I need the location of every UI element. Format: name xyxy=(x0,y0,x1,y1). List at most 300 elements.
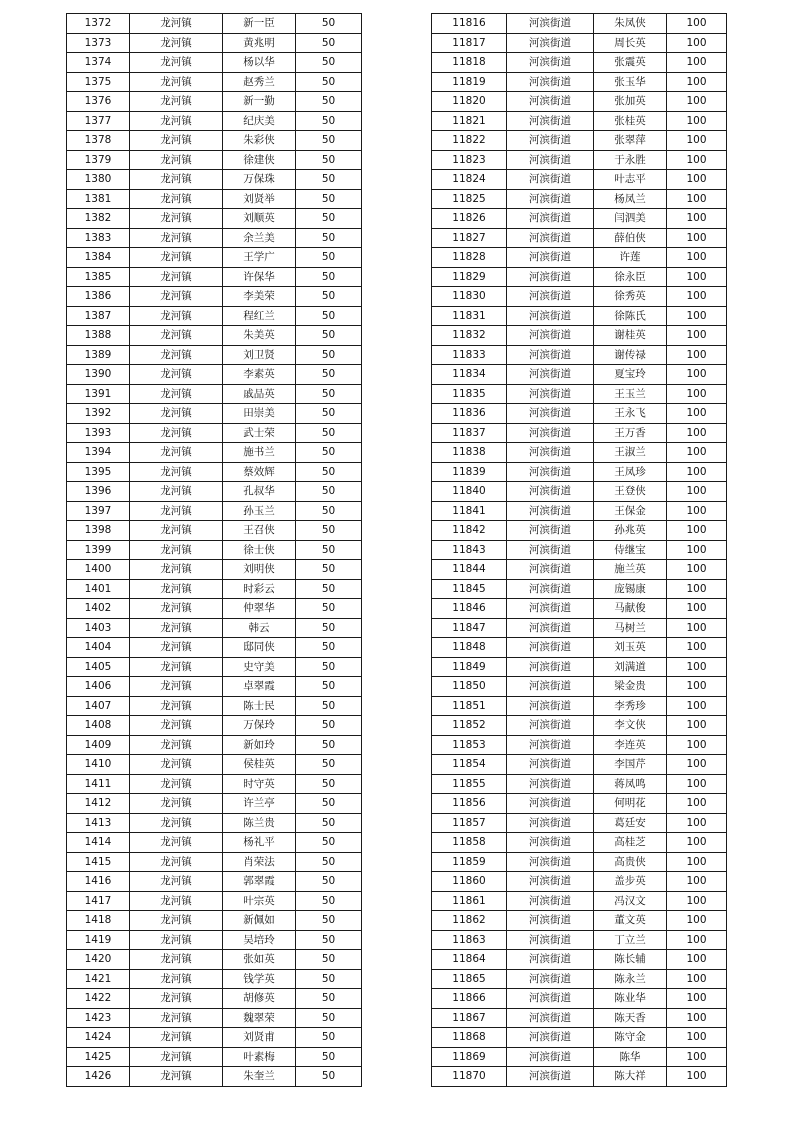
amount-cell: 50 xyxy=(296,404,362,424)
person-name-cell: 张玉华 xyxy=(594,72,667,92)
person-name-cell: 蔡效辉 xyxy=(223,462,296,482)
person-name-cell: 刘顺英 xyxy=(223,209,296,229)
district-cell: 龙河镇 xyxy=(130,209,223,229)
amount-cell: 50 xyxy=(296,92,362,112)
person-name-cell: 肖荣法 xyxy=(223,852,296,872)
person-name-cell: 张翠萍 xyxy=(594,131,667,151)
serial-number-cell: 11833 xyxy=(432,345,507,365)
person-name-cell: 新佩如 xyxy=(223,911,296,931)
amount-cell: 100 xyxy=(667,170,727,190)
table-row xyxy=(67,92,362,112)
table-row xyxy=(432,891,727,911)
table-row xyxy=(432,794,727,814)
amount-cell: 100 xyxy=(667,891,727,911)
serial-number-cell: 11839 xyxy=(432,462,507,482)
amount-cell: 50 xyxy=(296,131,362,151)
amount-cell: 50 xyxy=(296,950,362,970)
amount-cell: 50 xyxy=(296,170,362,190)
serial-number-cell: 1415 xyxy=(67,852,130,872)
person-name-cell: 徐秀英 xyxy=(594,287,667,307)
table-row xyxy=(432,33,727,53)
amount-cell: 100 xyxy=(667,599,727,619)
person-name-cell: 许保华 xyxy=(223,267,296,287)
district-cell: 龙河镇 xyxy=(130,891,223,911)
table-row xyxy=(67,891,362,911)
amount-cell: 100 xyxy=(667,930,727,950)
amount-cell: 100 xyxy=(667,852,727,872)
amount-cell: 50 xyxy=(296,462,362,482)
table-row xyxy=(67,228,362,248)
table-row xyxy=(432,540,727,560)
table-row xyxy=(67,111,362,131)
district-cell: 河滨街道 xyxy=(507,72,594,92)
amount-cell: 100 xyxy=(667,677,727,697)
amount-cell: 50 xyxy=(296,53,362,73)
district-cell: 河滨街道 xyxy=(507,599,594,619)
table-row xyxy=(67,735,362,755)
table-row xyxy=(432,677,727,697)
person-name-cell: 蒋凤鸣 xyxy=(594,774,667,794)
district-cell: 龙河镇 xyxy=(130,950,223,970)
table-row xyxy=(432,969,727,989)
district-cell: 龙河镇 xyxy=(130,657,223,677)
district-cell: 龙河镇 xyxy=(130,540,223,560)
district-cell: 龙河镇 xyxy=(130,248,223,268)
serial-number-cell: 11832 xyxy=(432,326,507,346)
amount-cell: 50 xyxy=(296,794,362,814)
table-row xyxy=(67,150,362,170)
district-cell: 龙河镇 xyxy=(130,111,223,131)
district-cell: 河滨街道 xyxy=(507,326,594,346)
serial-number-cell: 11860 xyxy=(432,872,507,892)
person-name-cell: 韩云 xyxy=(223,618,296,638)
right-roster-table xyxy=(431,13,727,1087)
table-row xyxy=(432,111,727,131)
district-cell: 龙河镇 xyxy=(130,306,223,326)
district-cell: 河滨街道 xyxy=(507,14,594,34)
left-roster-table xyxy=(66,13,362,1087)
person-name-cell: 仲翠华 xyxy=(223,599,296,619)
person-name-cell: 谢传禄 xyxy=(594,345,667,365)
serial-number-cell: 11837 xyxy=(432,423,507,443)
serial-number-cell: 11820 xyxy=(432,92,507,112)
table-row xyxy=(67,930,362,950)
person-name-cell: 杨凤兰 xyxy=(594,189,667,209)
serial-number-cell: 1397 xyxy=(67,501,130,521)
table-row xyxy=(67,989,362,1009)
table-row xyxy=(67,501,362,521)
amount-cell: 50 xyxy=(296,599,362,619)
table-row xyxy=(432,618,727,638)
district-cell: 河滨街道 xyxy=(507,657,594,677)
table-row xyxy=(432,345,727,365)
district-cell: 河滨街道 xyxy=(507,1047,594,1067)
table-row xyxy=(67,872,362,892)
person-name-cell: 徐永臣 xyxy=(594,267,667,287)
district-cell: 龙河镇 xyxy=(130,1028,223,1048)
district-cell: 河滨街道 xyxy=(507,443,594,463)
person-name-cell: 王登侠 xyxy=(594,482,667,502)
left-roster-body xyxy=(67,14,362,1087)
serial-number-cell: 1392 xyxy=(67,404,130,424)
person-name-cell: 周长英 xyxy=(594,33,667,53)
amount-cell: 50 xyxy=(296,228,362,248)
table-row xyxy=(67,618,362,638)
table-row xyxy=(432,228,727,248)
district-cell: 龙河镇 xyxy=(130,735,223,755)
person-name-cell: 叶宗英 xyxy=(223,891,296,911)
serial-number-cell: 1383 xyxy=(67,228,130,248)
serial-number-cell: 11817 xyxy=(432,33,507,53)
serial-number-cell: 11841 xyxy=(432,501,507,521)
person-name-cell: 王召侠 xyxy=(223,521,296,541)
person-name-cell: 李素英 xyxy=(223,365,296,385)
amount-cell: 50 xyxy=(296,1028,362,1048)
serial-number-cell: 1393 xyxy=(67,423,130,443)
amount-cell: 100 xyxy=(667,365,727,385)
amount-cell: 50 xyxy=(296,813,362,833)
district-cell: 河滨街道 xyxy=(507,33,594,53)
serial-number-cell: 11829 xyxy=(432,267,507,287)
table-row xyxy=(67,579,362,599)
district-cell: 龙河镇 xyxy=(130,404,223,424)
table-row xyxy=(67,833,362,853)
district-cell: 龙河镇 xyxy=(130,365,223,385)
person-name-cell: 刘满道 xyxy=(594,657,667,677)
amount-cell: 100 xyxy=(667,248,727,268)
table-row xyxy=(432,170,727,190)
amount-cell: 100 xyxy=(667,72,727,92)
amount-cell: 100 xyxy=(667,989,727,1009)
serial-number-cell: 1385 xyxy=(67,267,130,287)
district-cell: 龙河镇 xyxy=(130,462,223,482)
table-row xyxy=(67,482,362,502)
district-cell: 河滨街道 xyxy=(507,131,594,151)
serial-number-cell: 11825 xyxy=(432,189,507,209)
serial-number-cell: 11843 xyxy=(432,540,507,560)
district-cell: 河滨街道 xyxy=(507,911,594,931)
table-row xyxy=(432,72,727,92)
serial-number-cell: 11848 xyxy=(432,638,507,658)
person-name-cell: 高贵侠 xyxy=(594,852,667,872)
person-name-cell: 刘玉英 xyxy=(594,638,667,658)
table-row xyxy=(67,696,362,716)
table-row xyxy=(432,267,727,287)
table-row xyxy=(67,950,362,970)
serial-number-cell: 1396 xyxy=(67,482,130,502)
district-cell: 龙河镇 xyxy=(130,618,223,638)
person-name-cell: 郭翠霞 xyxy=(223,872,296,892)
person-name-cell: 朱美英 xyxy=(223,326,296,346)
amount-cell: 50 xyxy=(296,267,362,287)
district-cell: 河滨街道 xyxy=(507,423,594,443)
table-row xyxy=(432,774,727,794)
table-row xyxy=(432,306,727,326)
serial-number-cell: 1421 xyxy=(67,969,130,989)
person-name-cell: 陈永兰 xyxy=(594,969,667,989)
district-cell: 龙河镇 xyxy=(130,14,223,34)
serial-number-cell: 1401 xyxy=(67,579,130,599)
serial-number-cell: 1373 xyxy=(67,33,130,53)
amount-cell: 50 xyxy=(296,735,362,755)
district-cell: 龙河镇 xyxy=(130,852,223,872)
person-name-cell: 王学广 xyxy=(223,248,296,268)
person-name-cell: 张桂英 xyxy=(594,111,667,131)
table-row xyxy=(67,657,362,677)
serial-number-cell: 11842 xyxy=(432,521,507,541)
serial-number-cell: 11831 xyxy=(432,306,507,326)
district-cell: 龙河镇 xyxy=(130,1008,223,1028)
person-name-cell: 田崇美 xyxy=(223,404,296,424)
table-row xyxy=(432,911,727,931)
district-cell: 河滨街道 xyxy=(507,950,594,970)
table-row xyxy=(432,989,727,1009)
person-name-cell: 时彩云 xyxy=(223,579,296,599)
table-row xyxy=(67,345,362,365)
table-row xyxy=(67,677,362,697)
table-row xyxy=(432,92,727,112)
amount-cell: 100 xyxy=(667,267,727,287)
amount-cell: 50 xyxy=(296,969,362,989)
serial-number-cell: 1412 xyxy=(67,794,130,814)
district-cell: 龙河镇 xyxy=(130,677,223,697)
serial-number-cell: 1382 xyxy=(67,209,130,229)
serial-number-cell: 1377 xyxy=(67,111,130,131)
serial-number-cell: 11840 xyxy=(432,482,507,502)
amount-cell: 100 xyxy=(667,911,727,931)
person-name-cell: 史守美 xyxy=(223,657,296,677)
person-name-cell: 王淑兰 xyxy=(594,443,667,463)
person-name-cell: 新一勤 xyxy=(223,92,296,112)
amount-cell: 100 xyxy=(667,774,727,794)
table-row xyxy=(432,599,727,619)
amount-cell: 50 xyxy=(296,755,362,775)
table-row xyxy=(432,365,727,385)
person-name-cell: 梁金贵 xyxy=(594,677,667,697)
amount-cell: 100 xyxy=(667,813,727,833)
person-name-cell: 程红兰 xyxy=(223,306,296,326)
person-name-cell: 徐士侠 xyxy=(223,540,296,560)
table-row xyxy=(432,735,727,755)
serial-number-cell: 11834 xyxy=(432,365,507,385)
amount-cell: 100 xyxy=(667,404,727,424)
serial-number-cell: 1386 xyxy=(67,287,130,307)
person-name-cell: 刘卫贤 xyxy=(223,345,296,365)
amount-cell: 50 xyxy=(296,33,362,53)
amount-cell: 50 xyxy=(296,1047,362,1067)
amount-cell: 100 xyxy=(667,53,727,73)
table-row xyxy=(432,521,727,541)
serial-number-cell: 1425 xyxy=(67,1047,130,1067)
serial-number-cell: 11854 xyxy=(432,755,507,775)
district-cell: 龙河镇 xyxy=(130,989,223,1009)
district-cell: 龙河镇 xyxy=(130,969,223,989)
table-row xyxy=(432,248,727,268)
table-row xyxy=(67,267,362,287)
serial-number-cell: 1417 xyxy=(67,891,130,911)
amount-cell: 50 xyxy=(296,365,362,385)
table-row xyxy=(67,638,362,658)
amount-cell: 50 xyxy=(296,540,362,560)
table-row xyxy=(67,189,362,209)
person-name-cell: 于永胜 xyxy=(594,150,667,170)
amount-cell: 100 xyxy=(667,579,727,599)
amount-cell: 100 xyxy=(667,1008,727,1028)
person-name-cell: 陈大祥 xyxy=(594,1067,667,1087)
table-row xyxy=(432,1008,727,1028)
person-name-cell: 刘明侠 xyxy=(223,560,296,580)
serial-number-cell: 1409 xyxy=(67,735,130,755)
amount-cell: 100 xyxy=(667,833,727,853)
district-cell: 河滨街道 xyxy=(507,833,594,853)
serial-number-cell: 11823 xyxy=(432,150,507,170)
person-name-cell: 马献俊 xyxy=(594,599,667,619)
district-cell: 龙河镇 xyxy=(130,33,223,53)
table-row xyxy=(432,930,727,950)
person-name-cell: 武士荣 xyxy=(223,423,296,443)
district-cell: 河滨街道 xyxy=(507,248,594,268)
serial-number-cell: 1381 xyxy=(67,189,130,209)
amount-cell: 50 xyxy=(296,111,362,131)
table-row xyxy=(67,540,362,560)
person-name-cell: 董文英 xyxy=(594,911,667,931)
table-row xyxy=(67,287,362,307)
person-name-cell: 李连英 xyxy=(594,735,667,755)
district-cell: 河滨街道 xyxy=(507,209,594,229)
table-row xyxy=(67,1008,362,1028)
right-roster-body xyxy=(432,14,727,1087)
person-name-cell: 王玉兰 xyxy=(594,384,667,404)
person-name-cell: 闫泗美 xyxy=(594,209,667,229)
table-row xyxy=(432,696,727,716)
serial-number-cell: 11835 xyxy=(432,384,507,404)
person-name-cell: 朱凤侠 xyxy=(594,14,667,34)
amount-cell: 100 xyxy=(667,384,727,404)
serial-number-cell: 11819 xyxy=(432,72,507,92)
table-row xyxy=(67,774,362,794)
table-row xyxy=(67,170,362,190)
district-cell: 龙河镇 xyxy=(130,170,223,190)
amount-cell: 50 xyxy=(296,560,362,580)
table-row xyxy=(67,131,362,151)
serial-number-cell: 1388 xyxy=(67,326,130,346)
table-row xyxy=(432,852,727,872)
table-row xyxy=(67,560,362,580)
serial-number-cell: 11828 xyxy=(432,248,507,268)
amount-cell: 50 xyxy=(296,248,362,268)
serial-number-cell: 1384 xyxy=(67,248,130,268)
serial-number-cell: 1418 xyxy=(67,911,130,931)
table-row xyxy=(432,482,727,502)
table-row xyxy=(67,1067,362,1087)
district-cell: 龙河镇 xyxy=(130,326,223,346)
district-cell: 河滨街道 xyxy=(507,813,594,833)
table-row xyxy=(432,872,727,892)
amount-cell: 50 xyxy=(296,579,362,599)
serial-number-cell: 11864 xyxy=(432,950,507,970)
person-name-cell: 戚品英 xyxy=(223,384,296,404)
person-name-cell: 何明花 xyxy=(594,794,667,814)
district-cell: 龙河镇 xyxy=(130,774,223,794)
district-cell: 龙河镇 xyxy=(130,501,223,521)
person-name-cell: 陈士民 xyxy=(223,696,296,716)
table-row xyxy=(67,755,362,775)
district-cell: 河滨街道 xyxy=(507,521,594,541)
table-row xyxy=(67,209,362,229)
amount-cell: 50 xyxy=(296,521,362,541)
amount-cell: 50 xyxy=(296,501,362,521)
amount-cell: 50 xyxy=(296,638,362,658)
person-name-cell: 徐建侠 xyxy=(223,150,296,170)
table-row xyxy=(432,209,727,229)
district-cell: 龙河镇 xyxy=(130,53,223,73)
amount-cell: 100 xyxy=(667,228,727,248)
district-cell: 河滨街道 xyxy=(507,1028,594,1048)
amount-cell: 50 xyxy=(296,326,362,346)
table-row xyxy=(67,1028,362,1048)
district-cell: 河滨街道 xyxy=(507,560,594,580)
serial-number-cell: 11850 xyxy=(432,677,507,697)
district-cell: 龙河镇 xyxy=(130,579,223,599)
table-row xyxy=(67,306,362,326)
district-cell: 龙河镇 xyxy=(130,423,223,443)
serial-number-cell: 1422 xyxy=(67,989,130,1009)
district-cell: 河滨街道 xyxy=(507,540,594,560)
amount-cell: 100 xyxy=(667,969,727,989)
district-cell: 龙河镇 xyxy=(130,813,223,833)
serial-number-cell: 1399 xyxy=(67,540,130,560)
serial-number-cell: 11827 xyxy=(432,228,507,248)
district-cell: 河滨街道 xyxy=(507,891,594,911)
serial-number-cell: 1391 xyxy=(67,384,130,404)
amount-cell: 50 xyxy=(296,209,362,229)
serial-number-cell: 1398 xyxy=(67,521,130,541)
district-cell: 河滨街道 xyxy=(507,638,594,658)
district-cell: 河滨街道 xyxy=(507,716,594,736)
table-row xyxy=(432,755,727,775)
serial-number-cell: 11853 xyxy=(432,735,507,755)
district-cell: 龙河镇 xyxy=(130,72,223,92)
person-name-cell: 高桂芝 xyxy=(594,833,667,853)
amount-cell: 100 xyxy=(667,1028,727,1048)
amount-cell: 100 xyxy=(667,794,727,814)
district-cell: 龙河镇 xyxy=(130,228,223,248)
person-name-cell: 时守英 xyxy=(223,774,296,794)
district-cell: 河滨街道 xyxy=(507,852,594,872)
serial-number-cell: 1408 xyxy=(67,716,130,736)
serial-number-cell: 11849 xyxy=(432,657,507,677)
serial-number-cell: 11824 xyxy=(432,170,507,190)
person-name-cell: 陈长辅 xyxy=(594,950,667,970)
serial-number-cell: 11862 xyxy=(432,911,507,931)
serial-number-cell: 11851 xyxy=(432,696,507,716)
serial-number-cell: 11822 xyxy=(432,131,507,151)
person-name-cell: 余兰美 xyxy=(223,228,296,248)
serial-number-cell: 11865 xyxy=(432,969,507,989)
amount-cell: 50 xyxy=(296,189,362,209)
district-cell: 龙河镇 xyxy=(130,794,223,814)
amount-cell: 100 xyxy=(667,618,727,638)
table-row xyxy=(432,657,727,677)
serial-number-cell: 11863 xyxy=(432,930,507,950)
table-row xyxy=(67,14,362,34)
amount-cell: 100 xyxy=(667,501,727,521)
person-name-cell: 胡修英 xyxy=(223,989,296,1009)
table-row xyxy=(67,53,362,73)
serial-number-cell: 1378 xyxy=(67,131,130,151)
serial-number-cell: 11855 xyxy=(432,774,507,794)
amount-cell: 100 xyxy=(667,735,727,755)
